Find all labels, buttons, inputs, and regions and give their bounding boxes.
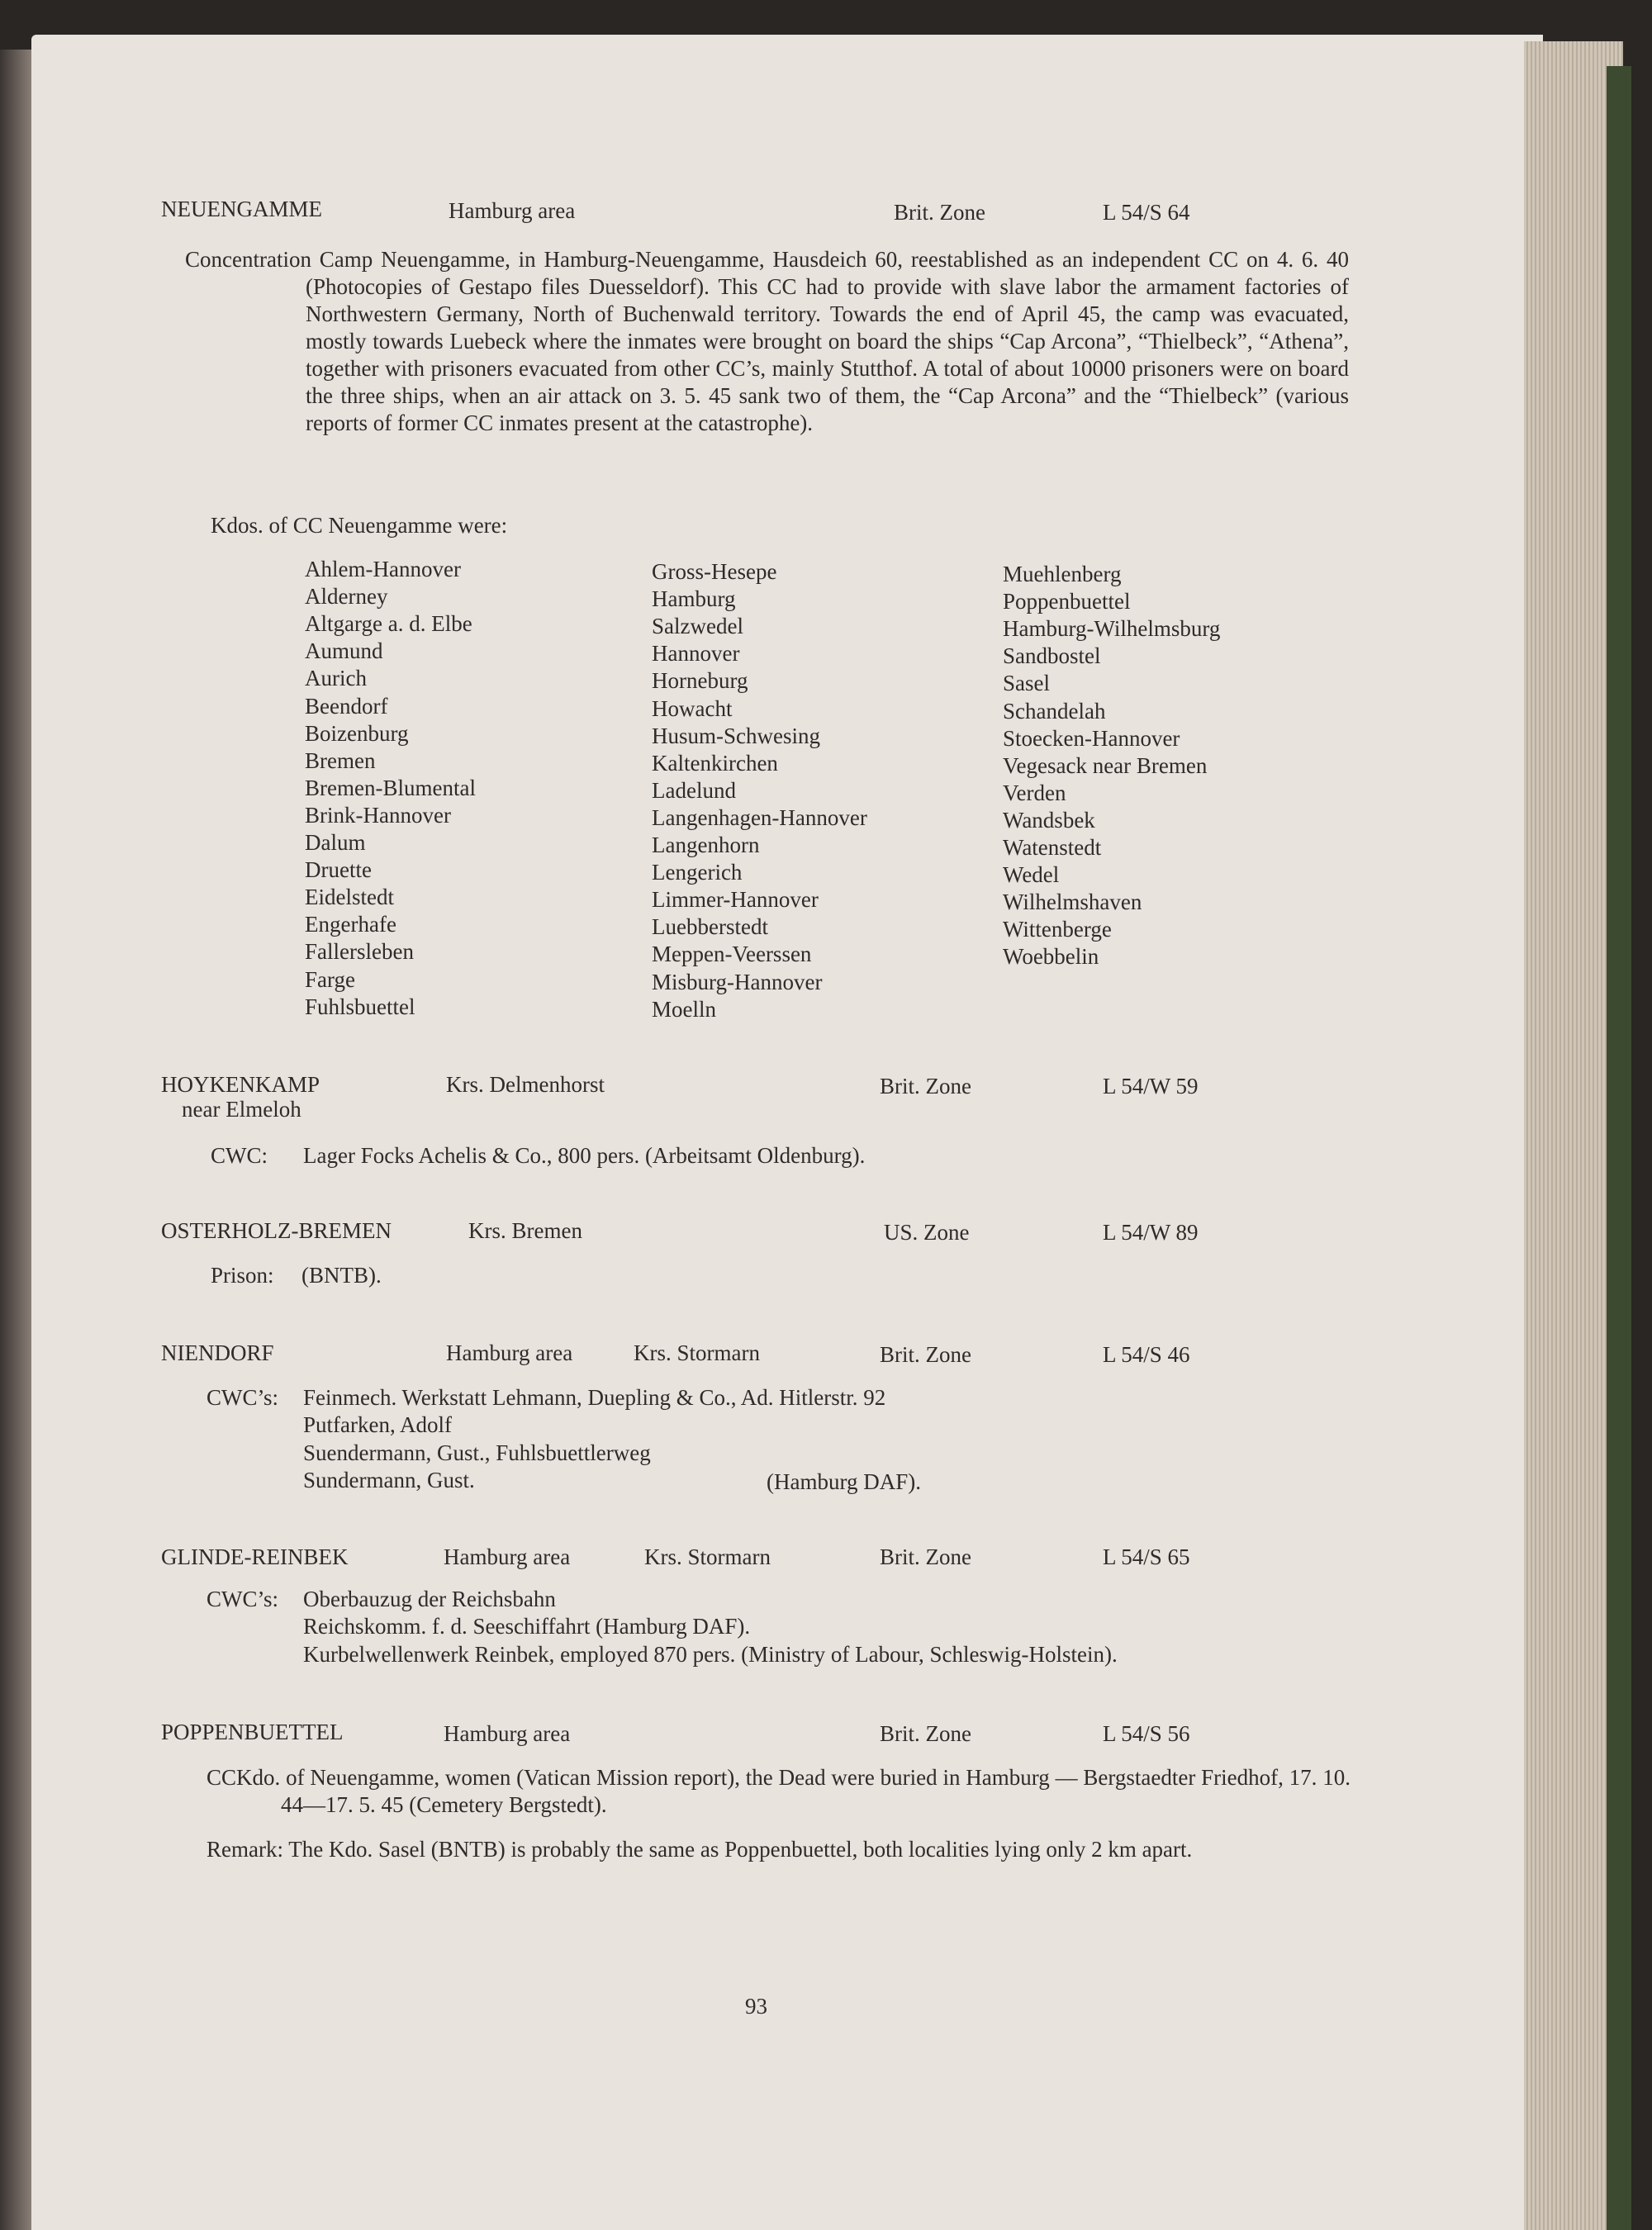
kdo-list-item: Sasel <box>1003 671 1050 696</box>
kdo-list-item: Meppen-Veerssen <box>652 942 812 967</box>
kdo-list-item: Verden <box>1003 780 1066 805</box>
kdo-list-item: Luebberstedt <box>652 914 768 940</box>
entry-name-sub: near Elmeloh <box>182 1097 301 1122</box>
entry-line: Suendermann, Gust., Fuhlsbuettlerweg <box>303 1440 651 1465</box>
kdo-list-item: Limmer-Hannover <box>652 887 819 913</box>
kdo-list-item: Langenhagen-Hannover <box>652 804 867 830</box>
entry-area: Hamburg area <box>444 1544 571 1569</box>
entry-line: Reichskomm. f. d. Seeschiffahrt (Hamburg DAF). <box>303 1614 751 1639</box>
kdo-list-item: Poppenbuettel <box>1003 589 1131 614</box>
entry-label: CWC: <box>211 1143 268 1168</box>
kdo-list-item: Watenstedt <box>1003 835 1102 860</box>
kdo-list-item: Kaltenkirchen <box>652 750 778 776</box>
entry-area: Hamburg area <box>444 1721 571 1746</box>
kdo-list-item: Eidelstedt <box>305 885 394 910</box>
page-number: 93 <box>745 1994 767 2019</box>
kdo-list-item: Ahlem-Hannover <box>305 557 461 581</box>
entry-label: Prison: <box>211 1263 274 1288</box>
kdo-list-item: Altgarge a. d. Elbe <box>305 611 472 637</box>
kdo-list-item: Bremen-Blumental <box>305 775 476 800</box>
kdo-list-item: Farge <box>305 966 355 992</box>
kdo-list-item: Druette <box>305 857 372 883</box>
kdo-list-item: Lengerich <box>652 860 743 885</box>
kdo-list-item: Wittenberge <box>1003 917 1112 942</box>
entry-area: Krs. Bremen <box>468 1218 582 1243</box>
entry-line: Kurbelwellenwerk Reinbek, employed 870 pers. (Ministry of Labour, Schleswig-Holstein). <box>303 1642 1118 1667</box>
entry-source: (Hamburg DAF). <box>767 1469 921 1494</box>
entry-area: Hamburg area <box>449 198 576 223</box>
entry-description: Concentration Camp Neuengamme, in Hamburg-Neuengamme, Hausdeich 60, reestablished as an independent CC on 4. 6. 40 (Photocopies of Gestapo files Duesseldorf). This CC had to provide with slave labor the armament factories of Northwestern Germany, North of Buchenwald territory. Towards the end of April 45, the camp was evacuated, mostly towards Luebeck where the inmates were brought on board the ships “Cap Arcona”, “Thielbeck”, “Athena”, together with prisoners evacuated from other CC’s, mainly Stutthof. A total of about 10000 prisoners were on board the three ships, when an air attack on 3. 5. 45 sank two of them, the “Cap Arcona” and the “Thielbeck” (various reports of former CC inmates present at the catastrophe). <box>185 247 1349 435</box>
kdo-list-item: Husum-Schwesing <box>652 723 820 748</box>
entry-area: Hamburg area <box>446 1340 573 1365</box>
entry-text: (BNTB). <box>301 1263 382 1288</box>
kdo-list-item: Hamburg <box>652 586 736 612</box>
kdo-list-item: Horneburg <box>652 668 748 694</box>
kdo-list-item: Howacht <box>652 695 733 721</box>
kdo-list-item: Hamburg-Wilhelmsburg <box>1003 616 1221 642</box>
kdo-list-item: Stoecken-Hannover <box>1003 725 1180 751</box>
entry-label: CWC’s: <box>206 1587 279 1611</box>
kdo-list-item: Schandelah <box>1003 698 1106 724</box>
entry-line: Putfarken, Adolf <box>303 1412 452 1437</box>
kdo-list-item: Beendorf <box>305 693 388 719</box>
kdo-list-item: Sandbostel <box>1003 643 1101 669</box>
kdo-list-item: Wedel <box>1003 862 1060 888</box>
entry-district: Krs. Stormarn <box>644 1544 771 1569</box>
kdo-list-item: Fallersleben <box>305 939 414 965</box>
kdo-list-item: Ladelund <box>652 777 736 803</box>
entry-map-ref: L 54/S 46 <box>1103 1342 1190 1367</box>
kdos-label: Kdos. of CC Neuengamme were: <box>211 513 508 538</box>
entry-name: HOYKENKAMP <box>161 1072 320 1097</box>
kdo-list-item: Aurich <box>305 666 367 691</box>
kdo-list-item: Hannover <box>652 641 740 667</box>
book-gutter <box>0 50 31 2230</box>
entry-map-ref: L 54/W 89 <box>1103 1220 1199 1245</box>
entry-name: NEUENGAMME <box>161 197 322 221</box>
entry-line: Sundermann, Gust. <box>303 1468 475 1492</box>
kdo-list-item: Dalum <box>305 830 366 855</box>
entry-zone: Brit. Zone <box>880 1074 971 1098</box>
entry-zone: US. Zone <box>884 1220 970 1245</box>
entry-name: POPPENBUETTEL <box>161 1720 344 1744</box>
entry-map-ref: L 54/W 59 <box>1103 1074 1199 1098</box>
entry-zone: Brit. Zone <box>880 1342 971 1367</box>
entry-map-ref: L 54/S 65 <box>1103 1544 1190 1569</box>
kdo-list-item: Engerhafe <box>305 912 396 937</box>
kdo-list-item: Moelln <box>652 996 716 1022</box>
entry-name: OSTERHOLZ-BREMEN <box>161 1218 392 1243</box>
kdo-list-item: Langenhorn <box>652 833 760 857</box>
kdo-list-item: Vegesack near Bremen <box>1003 752 1208 778</box>
entry-zone: Brit. Zone <box>880 1544 971 1569</box>
kdo-list-item: Salzwedel <box>652 614 743 639</box>
entry-district: Krs. Stormarn <box>634 1340 760 1365</box>
entry-name: NIENDORF <box>161 1340 274 1365</box>
book-cover-edge <box>1607 66 1631 2230</box>
kdo-list-item: Bremen <box>305 747 376 773</box>
entry-zone: Brit. Zone <box>880 1721 971 1746</box>
kdo-list-item: Misburg-Hannover <box>652 969 823 994</box>
entry-line: Oberbauzug der Reichsbahn <box>303 1587 556 1611</box>
entry-text: CCKdo. of Neuengamme, women (Vatican Mission report), the Dead were buried in Hamburg — Bergstaedter Friedhof, 17. 10. 44—17. 5. 45 (Cemetery Bergstedt). <box>206 1765 1351 1817</box>
kdo-list-item: Wilhelmshaven <box>1003 890 1142 915</box>
entry-remark: Remark: The Kdo. Sasel (BNTB) is probably the same as Poppenbuettel, both localities lying only 2 km apart. <box>206 1837 1193 1862</box>
entry-map-ref: L 54/S 56 <box>1103 1721 1190 1746</box>
kdo-list-item: Aumund <box>305 638 383 664</box>
kdo-list-item: Alderney <box>305 584 388 610</box>
entry-area: Krs. Delmenhorst <box>446 1072 605 1097</box>
kdo-list-item: Wandsbek <box>1003 807 1095 833</box>
kdo-list-item: Fuhlsbuettel <box>305 994 415 1019</box>
entry-line: Feinmech. Werkstatt Lehmann, Duepling & Co., Ad. Hitlerstr. 92 <box>303 1385 886 1410</box>
entry-map-ref: L 54/S 64 <box>1103 200 1190 225</box>
kdo-list-item: Muehlenberg <box>1003 562 1122 586</box>
kdo-list-item: Boizenburg <box>305 720 409 746</box>
entry-label: CWC’s: <box>206 1385 279 1410</box>
kdo-list-item: Woebbelin <box>1003 944 1099 970</box>
kdo-list-item: Brink-Hannover <box>305 802 451 828</box>
entry-zone: Brit. Zone <box>894 200 985 225</box>
kdo-list-item: Gross-Hesepe <box>652 559 777 584</box>
entry-name: GLINDE-REINBEK <box>161 1544 349 1569</box>
entry-text: Lager Focks Achelis & Co., 800 pers. (Arbeitsamt Oldenburg). <box>303 1143 866 1168</box>
